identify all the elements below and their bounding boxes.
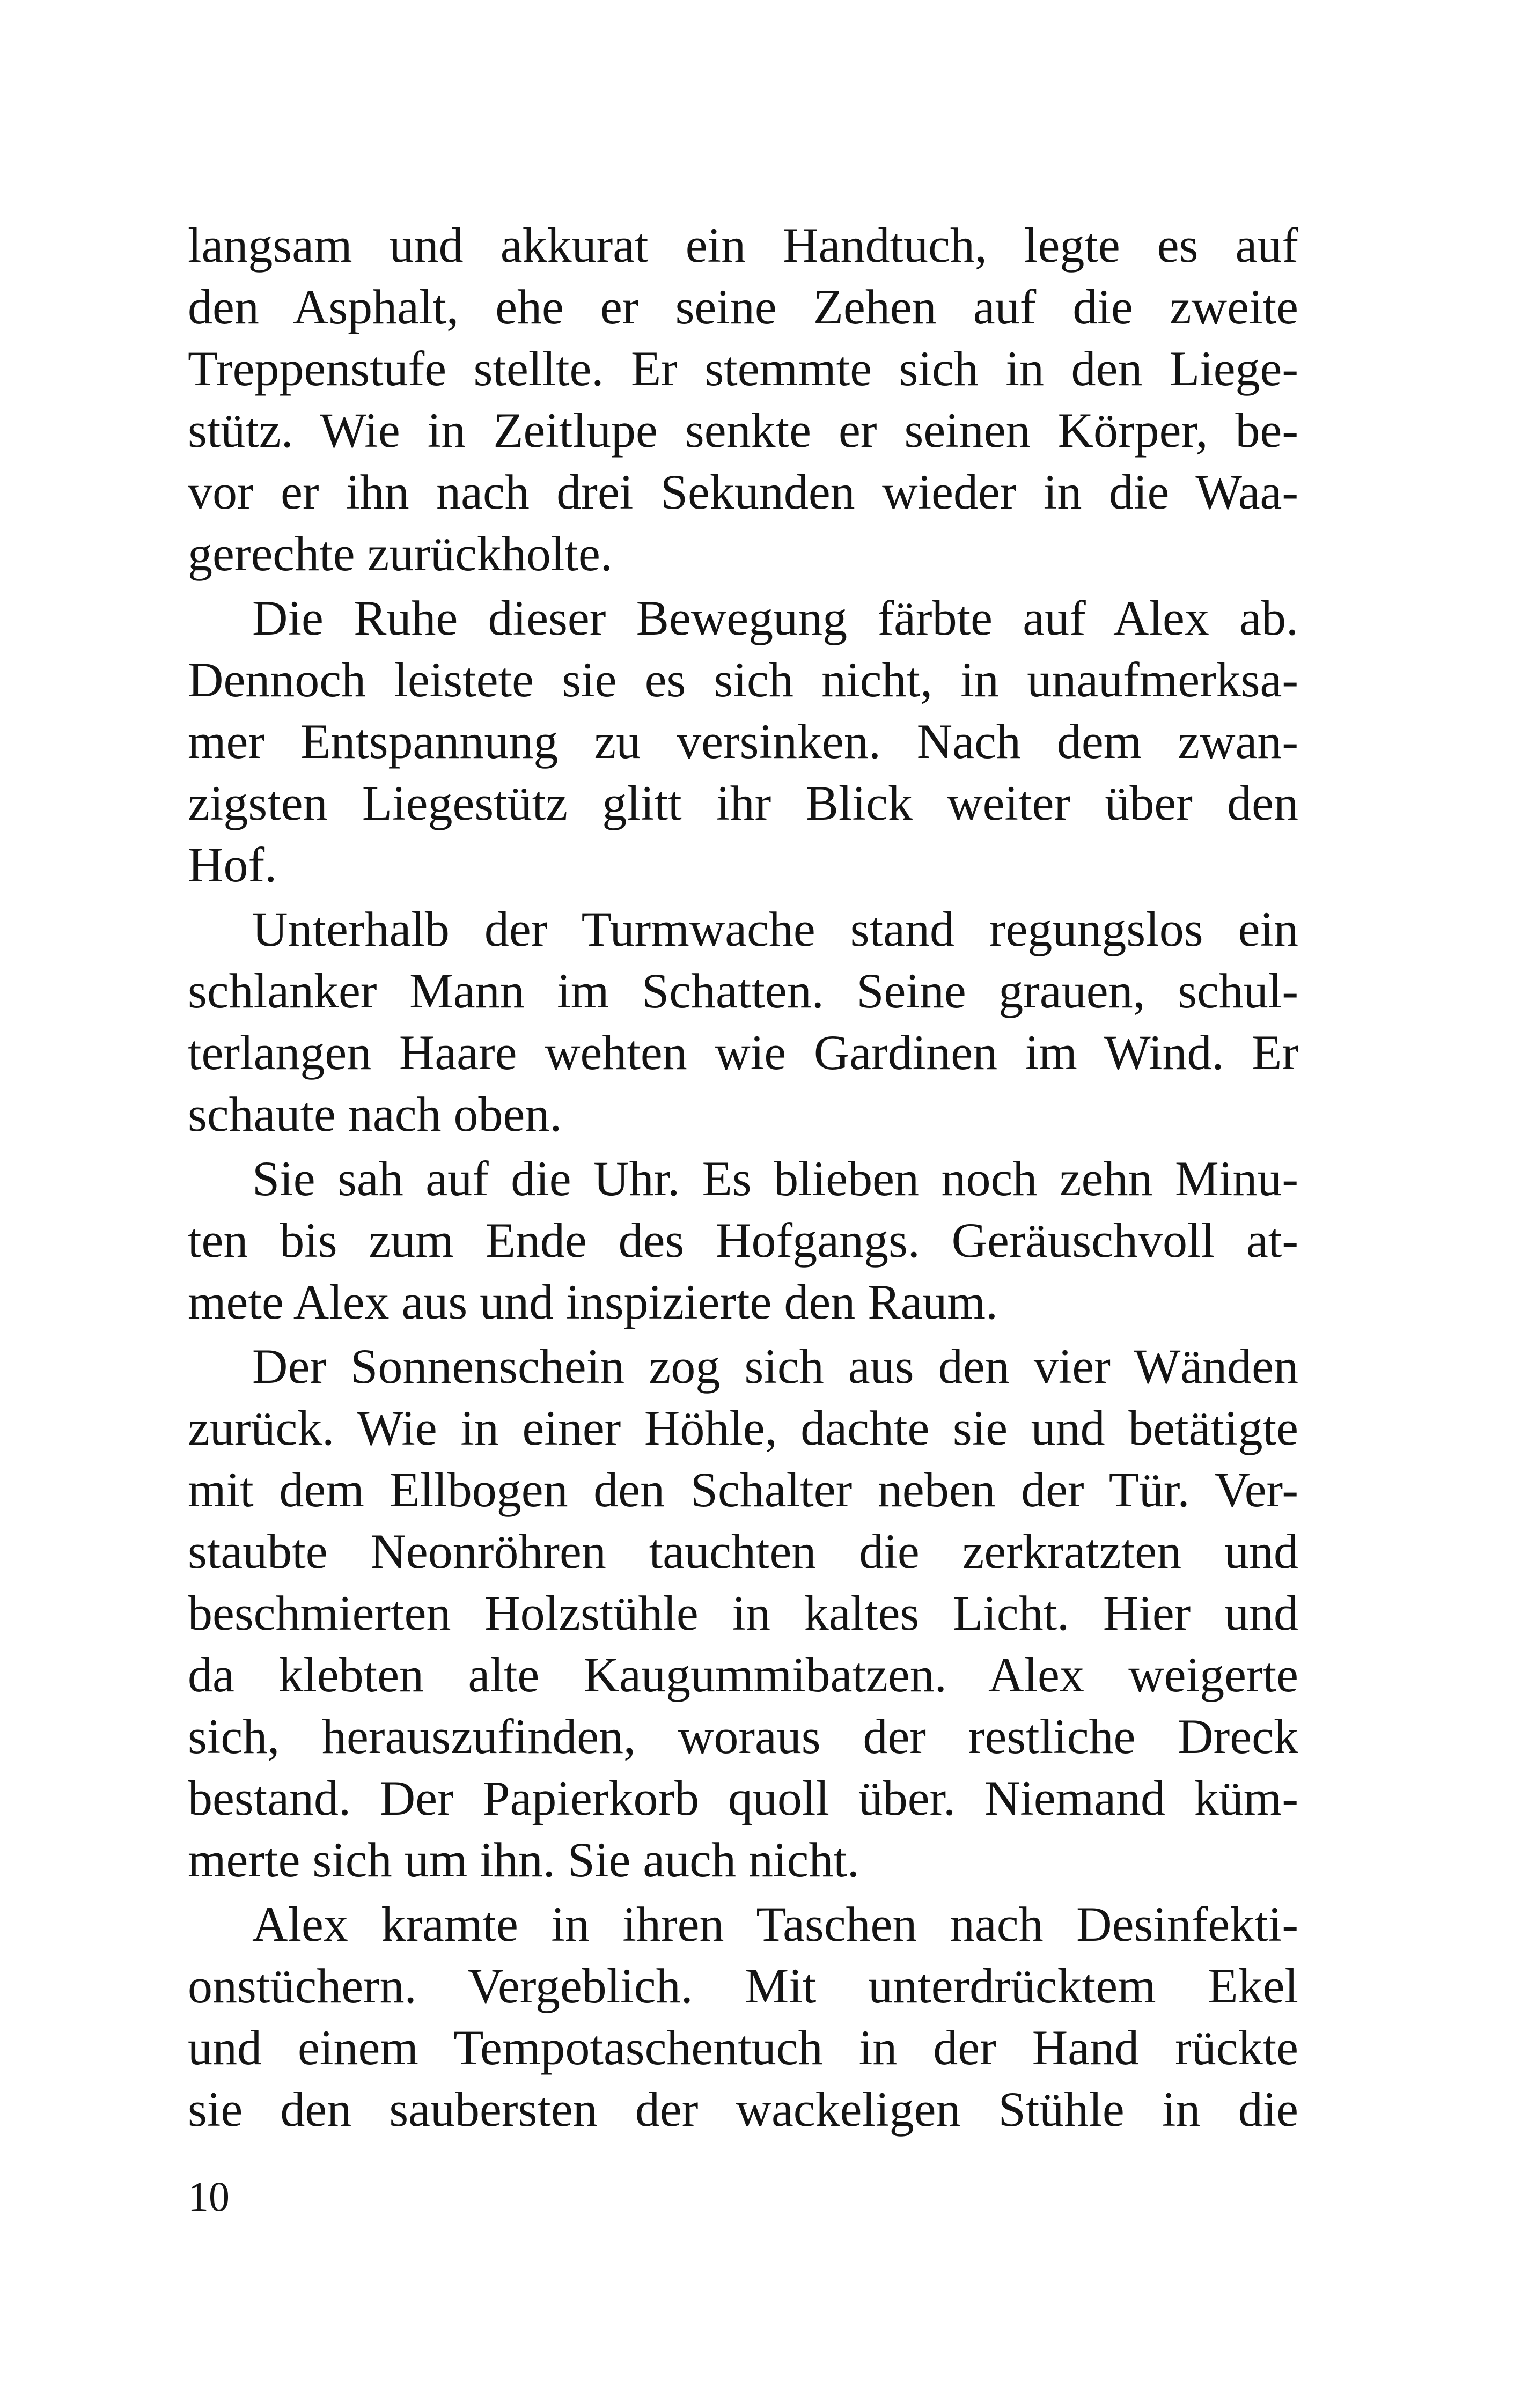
text-line: merte sich um ihn. Sie auch nicht. [188, 1832, 859, 1887]
text-line: mer Entspannung zu versinken. Nach dem zwan- [188, 714, 1298, 769]
text-line: mit dem Ellbogen den Schalter neben der Tür. Ver- [188, 1462, 1298, 1517]
text-line: Der Sonnenschein zog sich aus den vier Wänden [252, 1339, 1298, 1394]
text-line: staubte Neonröhren tauchten die zerkratzten und [188, 1524, 1298, 1579]
text-line: und einem Tempotaschentuch in der Hand rückte [188, 2020, 1298, 2075]
text-line: sich, herauszufinden, woraus der restliche Dreck [188, 1709, 1298, 1764]
text-line: bestand. Der Papierkorb quoll über. Niemand küm- [188, 1771, 1298, 1825]
text-line: vor er ihn nach drei Sekunden wieder in die Waa- [188, 465, 1298, 519]
text-line: Hof. [188, 837, 277, 892]
text-line: schaute nach oben. [188, 1087, 562, 1142]
text-line: zurück. Wie in einer Höhle, dachte sie und betätigte [188, 1401, 1298, 1455]
text-line: zigsten Liegestütz glitt ihr Blick weiter über den [188, 776, 1298, 830]
text-line: beschmierten Holzstühle in kaltes Licht. Hier und [188, 1586, 1298, 1640]
text-line: Dennoch leistete sie es sich nicht, in unaufmerksa- [188, 652, 1298, 707]
text-line: Die Ruhe dieser Bewegung färbte auf Alex ab. [252, 591, 1298, 645]
text-line: Alex kramte in ihren Taschen nach Desinfekti- [252, 1897, 1298, 1952]
page-number: 10 [188, 2173, 230, 2220]
text-line: Sie sah auf die Uhr. Es blieben noch zehn Minu- [252, 1151, 1298, 1206]
text-line: gerechte zurückholte. [188, 526, 613, 581]
text-line: den Asphalt, ehe er seine Zehen auf die zweite [188, 279, 1298, 334]
text-line: da klebten alte Kaugummibatzen. Alex weigerte [188, 1647, 1298, 1702]
text-line: stütz. Wie in Zeitlupe senkte er seinen Körper, be- [188, 403, 1298, 458]
text-line: Treppenstufe stellte. Er stemmte sich in den Liege- [188, 341, 1298, 396]
text-line: schlanker Mann im Schatten. Seine grauen, schul- [188, 963, 1298, 1018]
text-line: sie den saubersten der wackeligen Stühle in die [188, 2082, 1298, 2137]
text-line: terlangen Haare wehten wie Gardinen im Wind. Er [188, 1025, 1298, 1080]
text-line: onstüchern. Vergeblich. Mit unterdrücktem Ekel [188, 1958, 1298, 2013]
text-line: ten bis zum Ende des Hofgangs. Geräuschvoll at- [188, 1213, 1298, 1268]
text-line: mete Alex aus und inspizierte den Raum. [188, 1275, 998, 1329]
text-line: langsam und akkurat ein Handtuch, legte es auf [188, 218, 1298, 273]
text-line: Unterhalb der Turmwache stand regungslos ein [252, 902, 1298, 956]
